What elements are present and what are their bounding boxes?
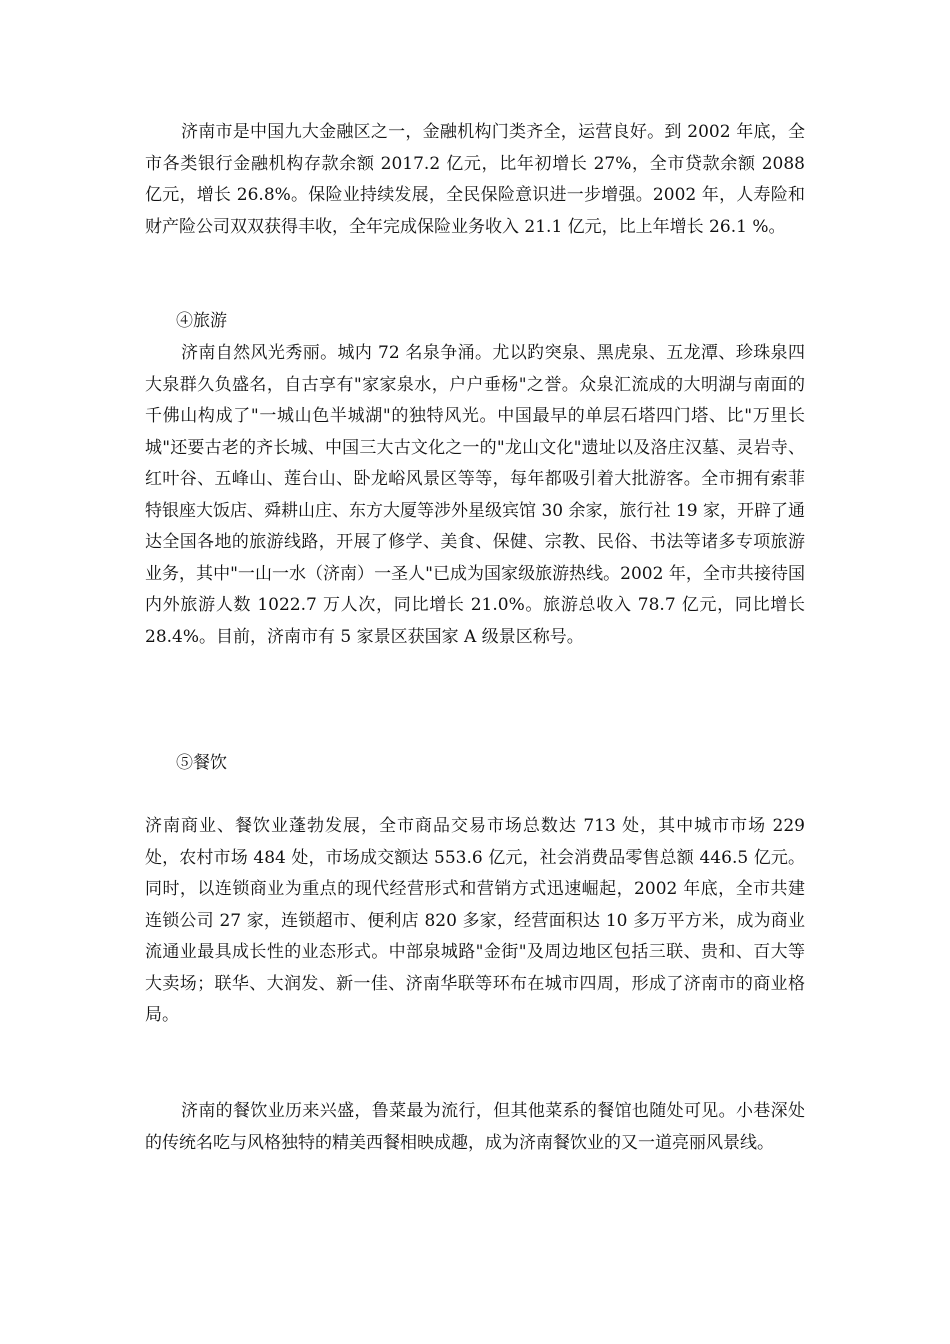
paragraph-commerce: 济南商业、餐饮业蓬勃发展，全市商品交易市场总数达 713 处，其中城市市场 229 处，农村市场 484 处，市场成交额达 553.6 亿元，社会消费品零售总额 446.5 亿元。同时，以连锁商业为重点的现代经营形式和营销方式迅速崛起，2002 年底，全市共建连锁公司 27 家，连锁超市、便利店 820 多家，经营面积达 10 多万平方米，成为商业流通业最具成长性的业态形式。中部泉城路"金街"及周边地区包括三联、贵和、百大等大卖场；联华、大润发、新一佳、济南华联等环布在城市四周，形成了济南市的商业格局。 (145, 816, 805, 1025)
paragraph-finance: 济南市是中国九大金融区之一，金融机构门类齐全，运营良好。到 2002 年底，全市各类银行金融机构存款余额 2017.2 亿元，比年初增长 27%，全市贷款余额 2088 亿元，增长 26.8%。保险业持续发展，全民保险意识进一步增强。2002 年，人寿险和财产险公司双双获得丰收，全年完成保险业务收入 21.1 亿元，比上年增长 26.1 %。 (145, 122, 805, 237)
section-heading-dining: ⑤餐饮 (176, 753, 227, 773)
paragraph-dining: 济南的餐饮业历来兴盛，鲁菜最为流行，但其他菜系的餐馆也随处可见。小巷深处的传统名吃与风格独特的精美西餐相映成趣，成为济南餐饮业的又一道亮丽风景线。 (145, 1101, 805, 1153)
section-heading-tourism: ④旅游 (176, 311, 227, 331)
paragraph-tourism: 济南自然风光秀丽。城内 72 名泉争涌。尤以趵突泉、黑虎泉、五龙潭、珍珠泉四大泉群久负盛名，自古享有"家家泉水，户户垂杨"之誉。众泉汇流成的大明湖与南面的千佛山构成了"一城山色半城湖"的独特风光。中国最早的单层石塔四门塔、比"万里长城"还要古老的齐长城、中国三大古文化之一的"龙山文化"遗址以及洛庄汉墓、灵岩寺、红叶谷、五峰山、莲台山、卧龙峪风景区等等，每年都吸引着大批游客。全市拥有索菲特银座大饭店、舜耕山庄、东方大厦等涉外星级宾馆 30 余家，旅行社 19 家，开辟了通达全国各地的旅游线路，开展了修学、美食、保健、宗教、民俗、书法等诸多专项旅游业务，其中"一山一水（济南）一圣人"已成为国家级旅游热线。2002 年，全市共接待国内外旅游人数 1022.7 万人次，同比增长 21.0%。旅游总收入 78.7 亿元，同比增长 28.4%。目前，济南市有 5 家景区获国家 A 级景区称号。 (145, 343, 805, 647)
